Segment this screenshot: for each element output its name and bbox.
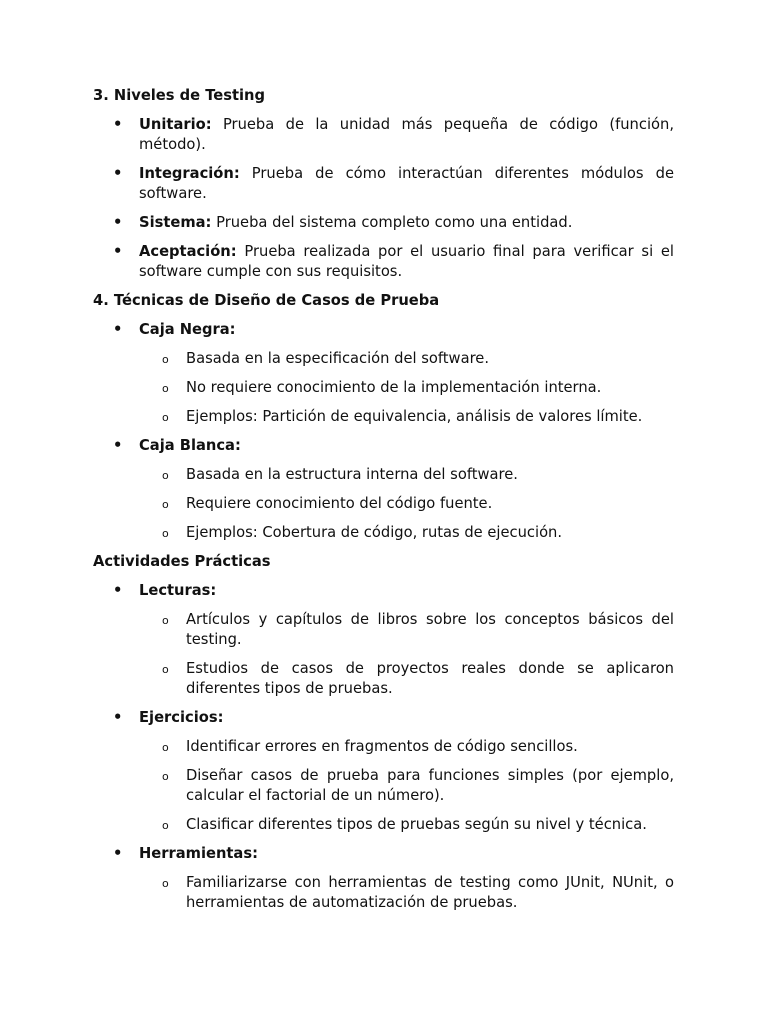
- list-item-ejercicios: [93, 708, 674, 728]
- sub-list-item: [93, 407, 674, 427]
- bullet-circle: o: [162, 382, 169, 395]
- bullet-circle: o: [162, 353, 169, 366]
- sub-item-text: Ejemplos: Partición de equivalencia, análisis de valores límite.: [186, 408, 643, 425]
- sub-item-text: No requiere conocimiento de la implementación interna.: [186, 379, 602, 396]
- sub-item-text: Familiarizarse con herramientas de testing como JUnit, NUnit, o herramientas de automatización de pruebas.: [186, 874, 674, 911]
- bullet-circle: o: [162, 877, 169, 890]
- item-text: Prueba realizada por el usuario final para verificar si el software cumple con sus requisitos.: [139, 243, 674, 280]
- list-item-herramientas: [93, 844, 674, 864]
- sub-item-text: Artículos y capítulos de libros sobre los conceptos básicos del testing.: [186, 611, 674, 648]
- bullet-circle: o: [162, 411, 169, 424]
- item-text: Prueba del sistema completo como una entidad.: [211, 214, 573, 231]
- sub-item-text: Diseñar casos de prueba para funciones simples (por ejemplo, calcular el factorial de un número).: [186, 767, 674, 804]
- document-content: [93, 86, 674, 922]
- item-label: Caja Blanca:: [139, 437, 241, 454]
- bullet-circle: o: [162, 663, 169, 676]
- sub-item-text: Basada en la especificación del software.: [186, 350, 489, 367]
- list-item-integracion: [93, 164, 674, 204]
- section-heading-actividades: Actividades Prácticas: [93, 553, 271, 570]
- item-text: Prueba de la unidad más pequeña de código (función, método).: [139, 116, 674, 153]
- sub-list-item: [93, 523, 674, 543]
- bullet-disc: •: [113, 165, 123, 182]
- bullet-circle: o: [162, 770, 169, 783]
- list-item-lecturas: [93, 581, 674, 601]
- list-item-sistema: [93, 213, 674, 233]
- sub-item-text: Ejemplos: Cobertura de código, rutas de ejecución.: [186, 524, 563, 541]
- item-label: Aceptación:: [139, 243, 237, 260]
- bullet-circle: o: [162, 527, 169, 540]
- bullet-disc: •: [113, 582, 123, 599]
- bullet-disc: •: [113, 845, 123, 862]
- section-heading-niveles: 3. Niveles de Testing: [93, 87, 266, 104]
- list-item-caja-blanca: [93, 436, 674, 456]
- item-text: Prueba de cómo interactúan diferentes módulos de software.: [139, 165, 674, 202]
- bullet-circle: o: [162, 819, 169, 832]
- bullet-disc: •: [113, 437, 123, 454]
- bullet-disc: •: [113, 214, 123, 231]
- list-item-aceptacion: [93, 242, 674, 282]
- bullet-disc: •: [113, 243, 123, 260]
- item-label: Ejercicios:: [139, 709, 224, 726]
- bullet-circle: o: [162, 498, 169, 511]
- bullet-disc: •: [113, 116, 123, 133]
- sub-item-text: Identificar errores en fragmentos de código sencillos.: [186, 738, 578, 755]
- section-heading-tecnicas: 4. Técnicas de Diseño de Casos de Prueba: [93, 292, 440, 309]
- sub-item-text: Requiere conocimiento del código fuente.: [186, 495, 493, 512]
- item-label: Sistema:: [139, 214, 212, 231]
- sub-item-text: Basada en la estructura interna del software.: [186, 466, 518, 483]
- item-label: Caja Negra:: [139, 321, 236, 338]
- sub-list-item: [93, 610, 674, 650]
- item-label: Integración:: [139, 165, 240, 182]
- sub-list-item: [93, 494, 674, 514]
- sub-list-item: [93, 349, 674, 369]
- sub-list-item: [93, 737, 674, 757]
- bullet-disc: •: [113, 709, 123, 726]
- sub-list-item: [93, 815, 674, 835]
- bullet-circle: o: [162, 469, 169, 482]
- bullet-circle: o: [162, 614, 169, 627]
- sub-item-text: Clasificar diferentes tipos de pruebas según su nivel y técnica.: [186, 816, 647, 833]
- bullet-circle: o: [162, 741, 169, 754]
- sub-list-item: [93, 659, 674, 699]
- sub-item-text: Estudios de casos de proyectos reales donde se aplicaron diferentes tipos de pruebas.: [186, 660, 674, 697]
- list-item-caja-negra: [93, 320, 674, 340]
- sub-list-item: [93, 766, 674, 806]
- list-item-unitario: [93, 115, 674, 155]
- item-label: Unitario:: [139, 116, 212, 133]
- sub-list-item: [93, 378, 674, 398]
- item-label: Lecturas:: [139, 582, 217, 599]
- bullet-disc: •: [113, 321, 123, 338]
- sub-list-item: [93, 465, 674, 485]
- sub-list-item: [93, 873, 674, 913]
- item-label: Herramientas:: [139, 845, 258, 862]
